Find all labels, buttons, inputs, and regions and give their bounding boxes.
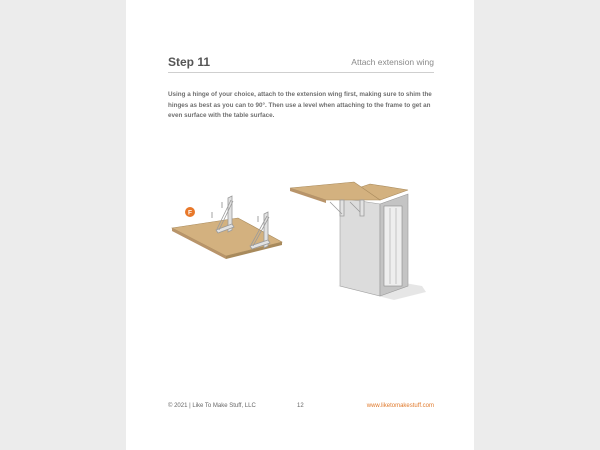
extension-wing-diagram	[172, 196, 282, 259]
step-instructions: Using a hinge of your choice, attach to the extension wing first, making sure to shim the hinges as best as you can to 90°. Then use a level when attaching to the frame to get an even surface with the table surface.	[168, 91, 432, 119]
website-link[interactable]: www.liketomakestuff.com	[366, 403, 434, 409]
step-subtitle: Attach extension wing	[351, 57, 434, 67]
document-page	[126, 0, 474, 450]
extension-wing-attached	[290, 182, 380, 200]
header-divider	[168, 72, 434, 73]
cabinet-opening	[384, 206, 402, 286]
page-number: 12	[297, 403, 304, 409]
cabinet-diagram	[290, 182, 426, 300]
footer-copyright: © 2021 | Like To Make Stuff, LLC	[168, 403, 256, 409]
part-marker-label: F	[188, 209, 192, 217]
assembly-illustration	[126, 170, 474, 310]
step-title: Step 11	[168, 55, 211, 69]
